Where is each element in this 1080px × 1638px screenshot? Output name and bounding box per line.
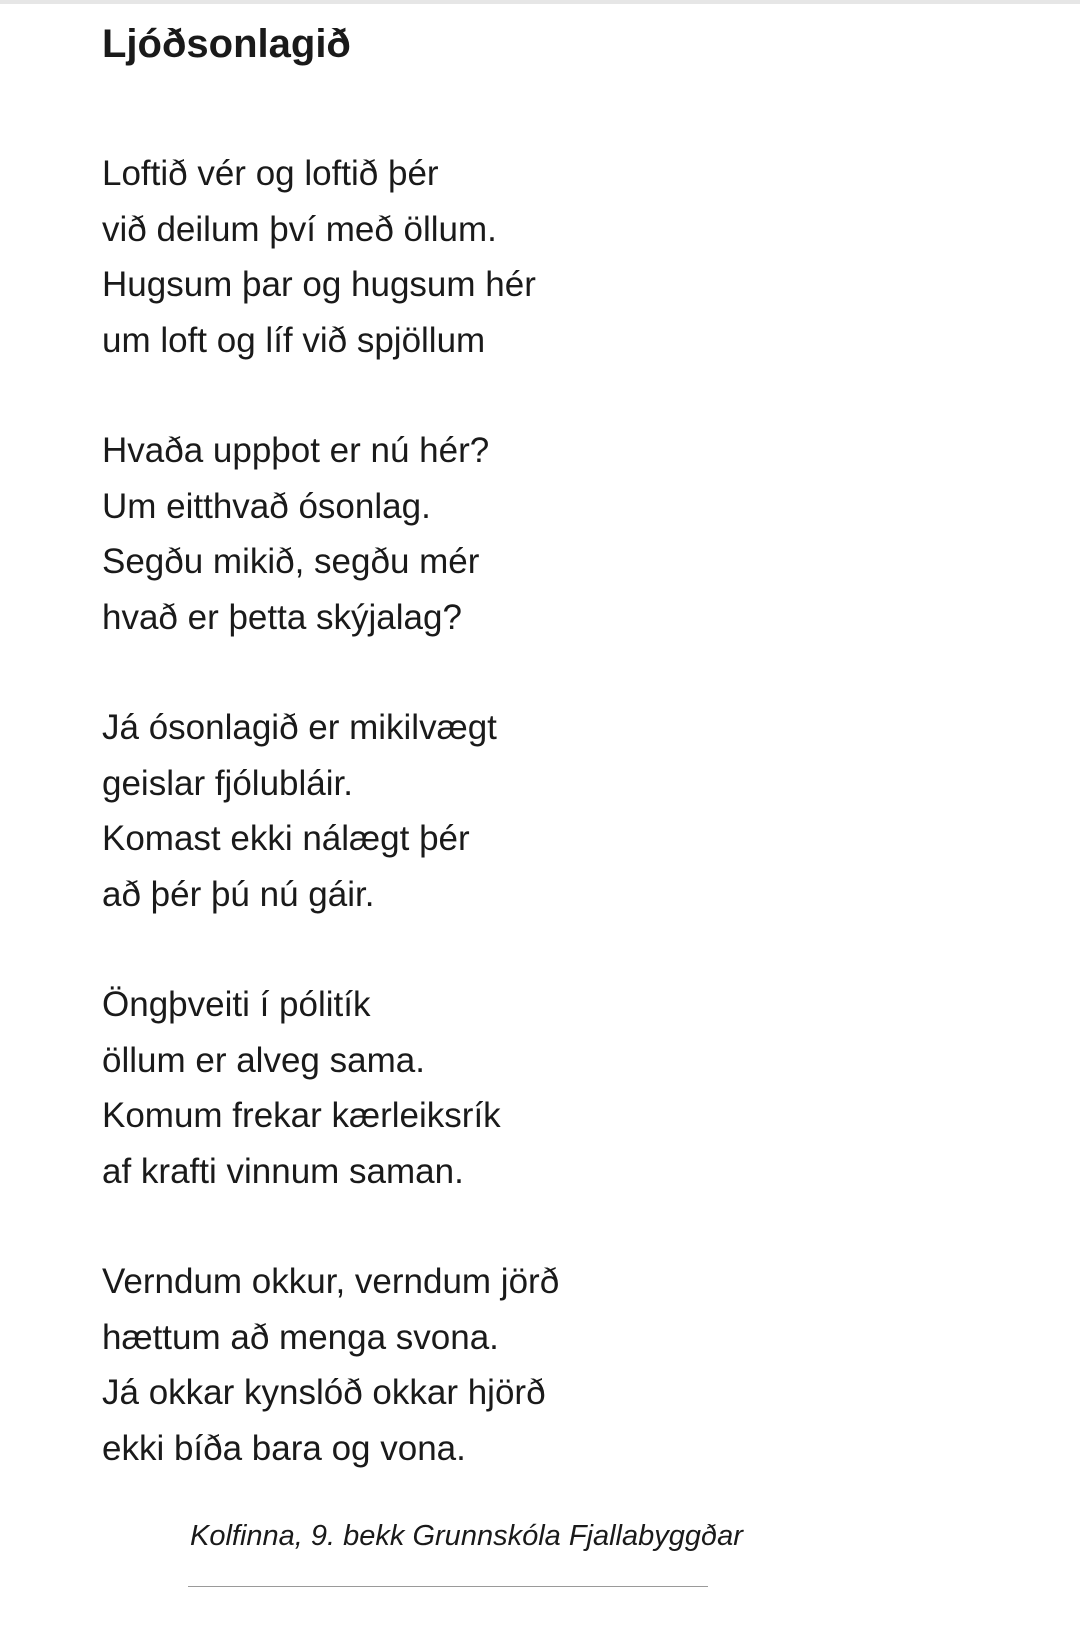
poem-line: hvað er þetta skýjalag? <box>102 597 462 637</box>
stanza-2 <box>102 423 1002 645</box>
stanza-3 <box>102 700 1002 922</box>
stanza-1 <box>102 146 1002 368</box>
poem-title: Ljóðsonlagið <box>102 22 351 66</box>
poem-line: Já okkar kynslóð okkar hjörð <box>102 1373 546 1412</box>
poem-line: af krafti vinnum saman. <box>102 1151 464 1191</box>
poem-line: hættum að menga svona. <box>102 1317 499 1357</box>
poem-line: geislar fjólubláir. <box>102 763 353 803</box>
poem-line: Komum frekar kærleiksrík <box>102 1096 501 1135</box>
poem-line: Komast ekki nálægt þér <box>102 819 470 858</box>
poem-line: Já ósonlagið er mikilvægt <box>102 708 497 747</box>
poem-line: Verndum okkur, verndum jörð <box>102 1262 560 1301</box>
poem-author: Kolfinna, 9. bekk Grunnskóla Fjallabyggðar <box>190 1520 743 1552</box>
poem-line: ekki bíða bara og vona. <box>102 1428 466 1468</box>
top-edge <box>0 0 1080 4</box>
poem-line: Öngþveiti í pólitík <box>102 985 371 1024</box>
poem-line: Loftið vér og loftið þér <box>102 154 439 193</box>
poem-line: við deilum því með öllum. <box>102 209 497 249</box>
poem-line: Segðu mikið, segðu mér <box>102 542 480 581</box>
divider <box>188 1586 708 1587</box>
poem-line: Um eitthvað ósonlag. <box>102 486 431 526</box>
poem-line: Hugsum þar og hugsum hér <box>102 265 536 304</box>
stanza-5 <box>102 1254 1002 1476</box>
poem-line: að þér þú nú gáir. <box>102 874 375 914</box>
poem-line: öllum er alveg sama. <box>102 1040 425 1080</box>
stanza-4 <box>102 977 1002 1199</box>
poem-line: um loft og líf við spjöllum <box>102 320 486 360</box>
poem-line: Hvaða uppþot er nú hér? <box>102 431 490 470</box>
